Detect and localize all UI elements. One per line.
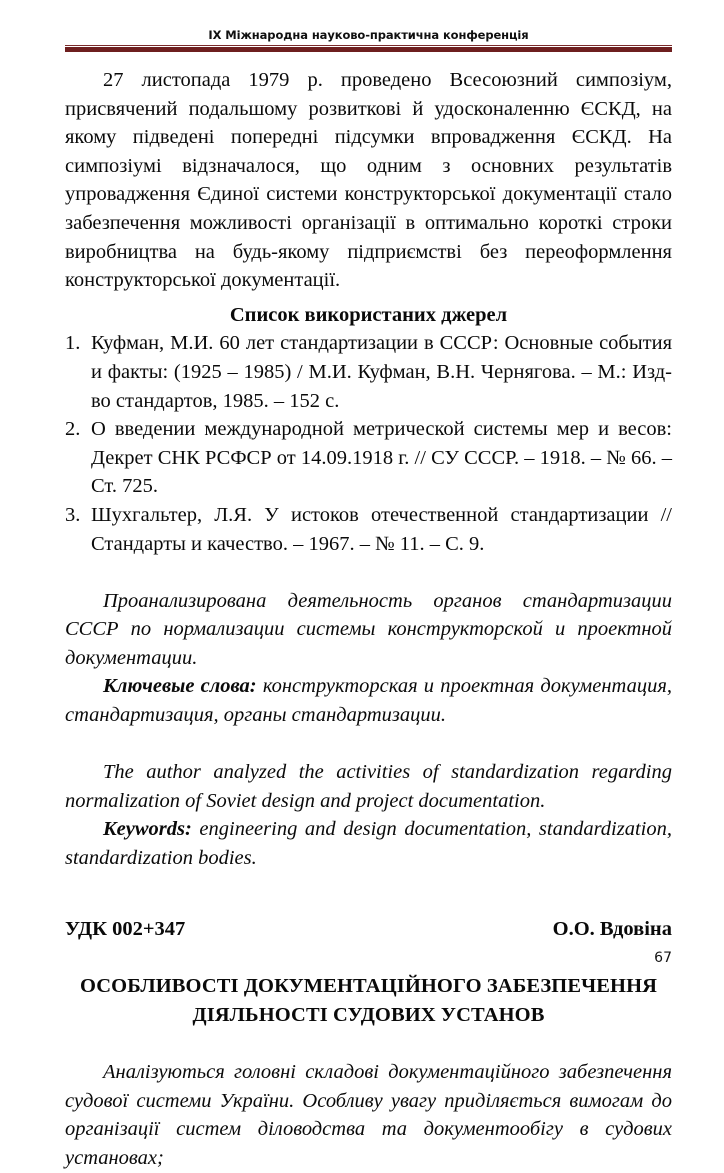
abstract-ukrainian-text: Аналізуються головні складові документаційного забезпечення судової системи України. Особливу увагу приділяється вимогам до організації систем діловодства та документообігу в судових установах; — [65, 1061, 672, 1169]
abstract-russian-block — [65, 587, 672, 730]
keywords-russian — [65, 672, 672, 729]
paragraph-spacer — [65, 730, 672, 759]
keywords-russian-label: Ключевые слова: — [103, 675, 257, 698]
title-spacer — [65, 944, 672, 973]
references-list — [65, 329, 672, 558]
list-item — [65, 501, 672, 558]
abstract-ukrainian-block — [65, 1058, 672, 1172]
keywords-english-label: Keywords: — [103, 818, 192, 841]
list-item — [65, 329, 672, 415]
keywords-english — [65, 815, 672, 872]
author-name: О.О. Вдовіна — [552, 918, 672, 941]
page-body — [65, 66, 672, 1173]
list-item — [65, 415, 672, 501]
abstract-english-text: The author analyzed the activities of standardization regarding normalization of Soviet design and project documentation. — [65, 761, 672, 812]
page-title: ОСОБЛИВОСТІ ДОКУМЕНТАЦІЙНОГО ЗАБЕЗПЕЧЕННЯ ДІЯЛЬНОСТІ СУДОВИХ УСТАНОВ — [79, 975, 658, 1026]
reference-text: Шухгальтер, Л.Я. У истоков отечественной стандартизации // Стандарты и качество. – 1967. – № 11. – С. 9. — [91, 503, 672, 555]
abstract-spacer — [65, 1030, 672, 1059]
section-spacer — [65, 901, 672, 915]
keywords-russian-text: конструкторская и проектная документация, стандартизация, органы стандартизации. — [65, 675, 672, 727]
reference-number: 1. — [65, 332, 81, 355]
reference-text: Куфман, М.И. 60 лет стандартизации в СССР: Основные события и факты: (1925 – 1985) / М.И. Куфман, В.Н. Чернягова. – М.: Изд-во стандартов, 1985. – 152 с. — [91, 332, 672, 412]
reference-number: 3. — [65, 503, 81, 526]
udc-author-row — [65, 915, 672, 944]
udc-code: УДК 002+347 — [65, 918, 186, 941]
abstract-english-block — [65, 758, 672, 872]
page-number: 67 — [654, 950, 672, 966]
running-header: IX Міжнародна науково-практична конференція — [208, 28, 529, 42]
keywords-english-text: engineering and design documentation, standardization, standardization bodies. — [65, 818, 672, 870]
paragraph-spacer — [65, 558, 672, 587]
header-rule-divider — [65, 45, 672, 52]
references-heading: Список використаних джерел — [229, 303, 508, 326]
closing-paragraph: 27 листопада 1979 р. проведено Всесоюзний симпозіум, присвячений подальшому розвиткові й удосконаленню ЄСКД, на якому підведені попередні підсумки впровадження ЄСКД. На симпозіумі відзначалося, що одним з основних результатів упровадження Єдиної системи конструкторської документації стало забезпечення можливості організації в оптимально короткі строки виробництва на будь-якому підприємстві без переоформлення конструкторської документації. — [65, 69, 672, 292]
reference-text: О введении международной метрической системы мер и весов: Декрет СНК РСФСР от 14.09.1918 г. // СУ СССР. – 1918. – № 66. – Ст. 725. — [91, 418, 672, 498]
abstract-russian-text: Проанализирована деятельность органов стандартизации СССР по нормализации системы конструкторской и проектной документации. — [65, 589, 672, 669]
section-spacer — [65, 873, 672, 902]
reference-number: 2. — [65, 418, 81, 441]
